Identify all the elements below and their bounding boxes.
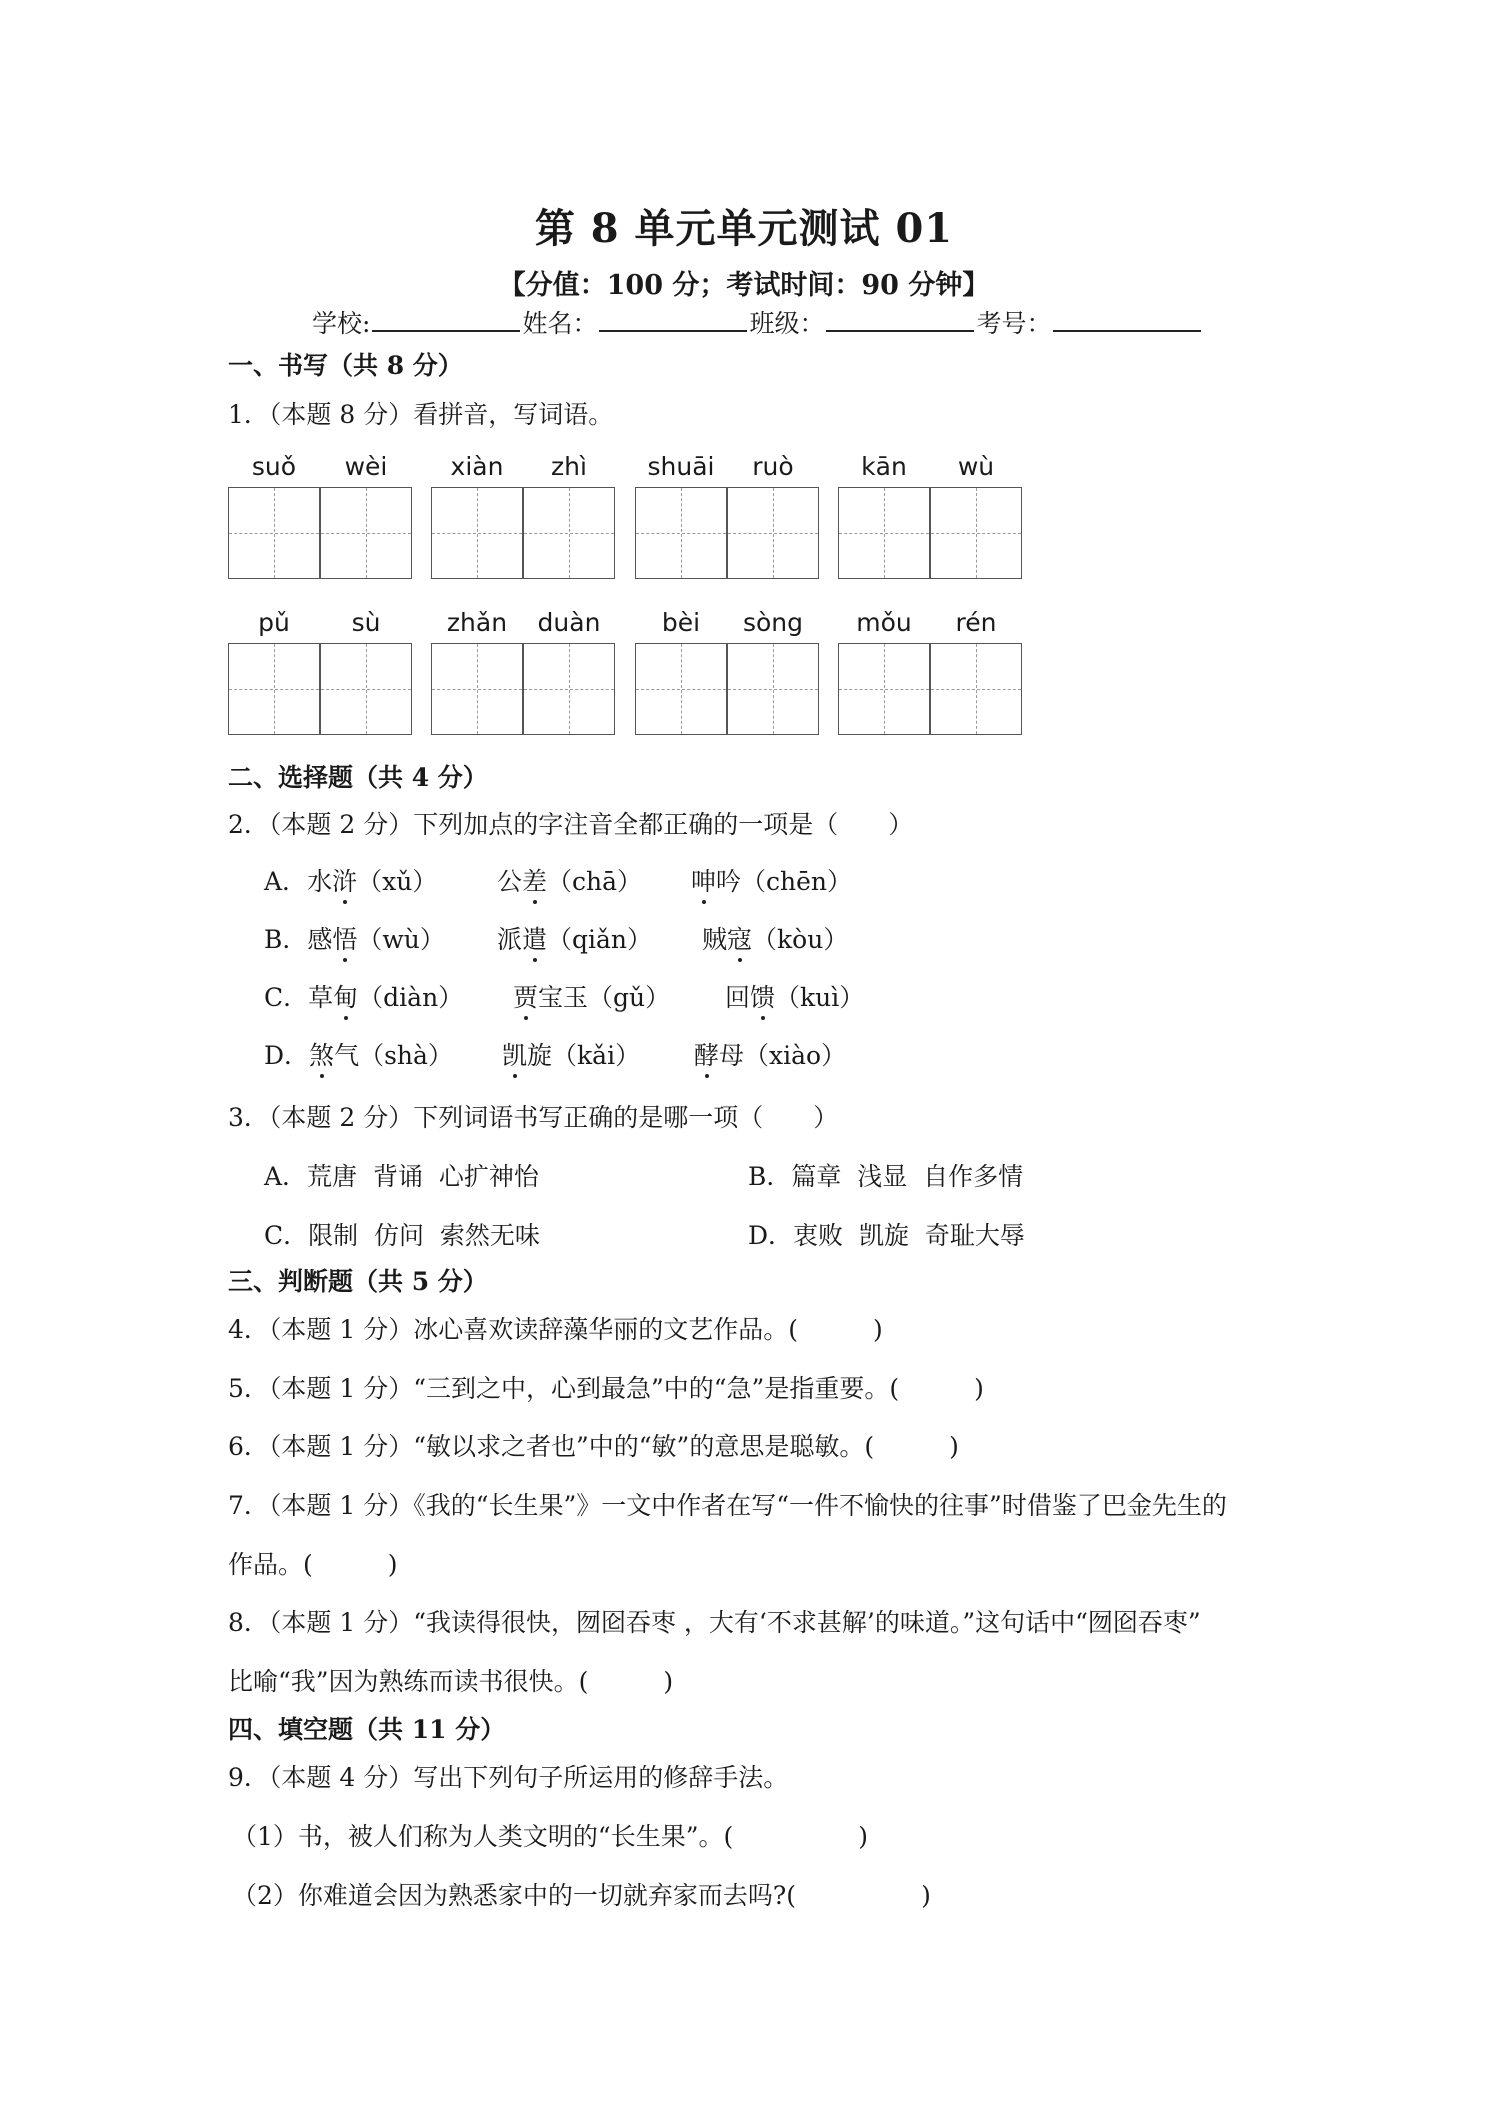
question-5: 5．（本题 1 分）“三到之中，心到最急”中的“急”是指重要。( ) <box>228 1374 984 1403</box>
exam-no-label: 考号： <box>976 309 1052 338</box>
question-2: 2．（本题 2 分）下列加点的字注音全都正确的一项是（ ） <box>228 810 914 839</box>
writing-box[interactable] <box>523 643 615 735</box>
q2-option-c-word3: 回馈（kuì） <box>725 983 865 1012</box>
section-heading-choice: 二、选择题（共 4 分） <box>228 763 488 792</box>
q2-option-b-word3: 贼寇（kòu） <box>702 925 849 954</box>
writing-box[interactable] <box>228 487 320 579</box>
page-title: 第 8 单元单元测试 01 <box>534 205 954 252</box>
exam-no-blank[interactable] <box>1053 304 1201 332</box>
q2-option-b-word2: 派遣（qiǎn） <box>497 925 653 954</box>
writing-box[interactable] <box>320 487 412 579</box>
q2-option-c-word2: 贾宝玉（gǔ） <box>513 983 671 1012</box>
pinyin-label: wèi <box>344 452 388 481</box>
q3-option-b[interactable]: B．篇章 浅显 自作多情 <box>748 1162 1024 1191</box>
q2-option-c[interactable]: C．草甸（diàn） <box>264 983 464 1012</box>
section-heading-writing: 一、书写（共 8 分） <box>228 351 463 380</box>
question-8-cont: 比喻“我”因为熟练而读书很快。( ) <box>228 1667 674 1696</box>
name-blank[interactable] <box>599 304 747 332</box>
q2-option-a-word3: 呻吟（chēn） <box>691 867 853 896</box>
question-7-cont: 作品。( ) <box>228 1550 398 1579</box>
question-4: 4．（本题 1 分）冰心喜欢读辞藻华丽的文艺作品。( ) <box>228 1315 883 1344</box>
pinyin-label: kān <box>861 452 907 481</box>
school-blank[interactable] <box>372 304 520 332</box>
pinyin-label: zhì <box>551 452 587 481</box>
writing-box[interactable] <box>228 643 320 735</box>
question-8: 8．（本题 1 分）“我读得很快，囫囵吞枣 ，大有‘不求甚解’的味道。”这句话中“囫囵吞枣” <box>228 1608 1201 1637</box>
exam-subtitle: 【分值：100 分；考试时间：90 分钟】 <box>498 270 990 301</box>
writing-box[interactable] <box>635 643 727 735</box>
section-heading-fill: 四、填空题（共 11 分） <box>228 1715 506 1744</box>
q3-option-a[interactable]: A．荒唐 背诵 心扩神怡 <box>264 1162 539 1191</box>
writing-box[interactable] <box>838 643 930 735</box>
pinyin-label: pǔ <box>258 608 290 637</box>
pinyin-label: rén <box>955 608 997 637</box>
writing-box[interactable] <box>727 643 819 735</box>
q3-option-d[interactable]: D．衷败 凯旋 奇耻大辱 <box>748 1221 1025 1250</box>
writing-box[interactable] <box>431 643 523 735</box>
name-label: 姓名： <box>522 309 598 338</box>
writing-box[interactable] <box>727 487 819 579</box>
writing-box[interactable] <box>635 487 727 579</box>
question-3: 3．（本题 2 分）下列词语书写正确的是哪一项（ ） <box>228 1103 839 1132</box>
pinyin-label: sòng <box>742 608 804 637</box>
question-1: 1．（本题 8 分）看拼音，写词语。 <box>228 400 614 429</box>
school-label: 学校: <box>312 309 371 338</box>
q2-option-a-word2: 公差（chā） <box>497 867 643 896</box>
q2-option-d-word3: 酵母（xiào） <box>694 1041 847 1070</box>
question-6: 6．（本题 1 分）“敏以求之者也”中的“敏”的意思是聪敏。( ) <box>228 1432 959 1461</box>
pinyin-label: mǒu <box>856 608 912 637</box>
writing-box[interactable] <box>930 487 1022 579</box>
pinyin-label: zhǎn <box>446 608 508 637</box>
writing-box[interactable] <box>930 643 1022 735</box>
pinyin-label: wù <box>957 452 995 481</box>
q2-option-d[interactable]: D．煞气（shà） <box>264 1041 453 1070</box>
pinyin-label: shuāi <box>647 452 715 481</box>
q2-option-b[interactable]: B．感悟（wù） <box>264 925 445 954</box>
class-label: 班级： <box>749 309 825 338</box>
student-info-row <box>312 304 1203 340</box>
question-7: 7．（本题 1 分）《我的“长生果”》一文中作者在写“一件不愉快的往事”时借鉴了巴金先生的 <box>228 1491 1227 1520</box>
question-9: 9．（本题 4 分）写出下列句子所运用的修辞手法。 <box>228 1763 789 1792</box>
q2-option-d-word2: 凯旋（kǎi） <box>502 1041 641 1070</box>
writing-box[interactable] <box>523 487 615 579</box>
writing-box[interactable] <box>431 487 523 579</box>
class-blank[interactable] <box>826 304 974 332</box>
pinyin-label: duàn <box>537 608 601 637</box>
question-9-2: （2）你难道会因为熟悉家中的一切就弃家而去吗?( ) <box>232 1881 931 1910</box>
pinyin-label: xiàn <box>450 452 504 481</box>
section-heading-judgment: 三、判断题（共 5 分） <box>228 1267 488 1296</box>
pinyin-label: ruò <box>752 452 794 481</box>
writing-box[interactable] <box>838 487 930 579</box>
q3-option-c[interactable]: C．限制 仿问 索然无味 <box>264 1221 540 1250</box>
pinyin-label: suǒ <box>251 452 297 481</box>
question-9-1: （1）书，被人们称为人类文明的“长生果”。( ) <box>232 1822 868 1851</box>
pinyin-label: bèi <box>661 608 701 637</box>
writing-box[interactable] <box>320 643 412 735</box>
q2-option-a[interactable]: A．水浒（xǔ） <box>264 867 438 896</box>
pinyin-label: sù <box>351 608 381 637</box>
